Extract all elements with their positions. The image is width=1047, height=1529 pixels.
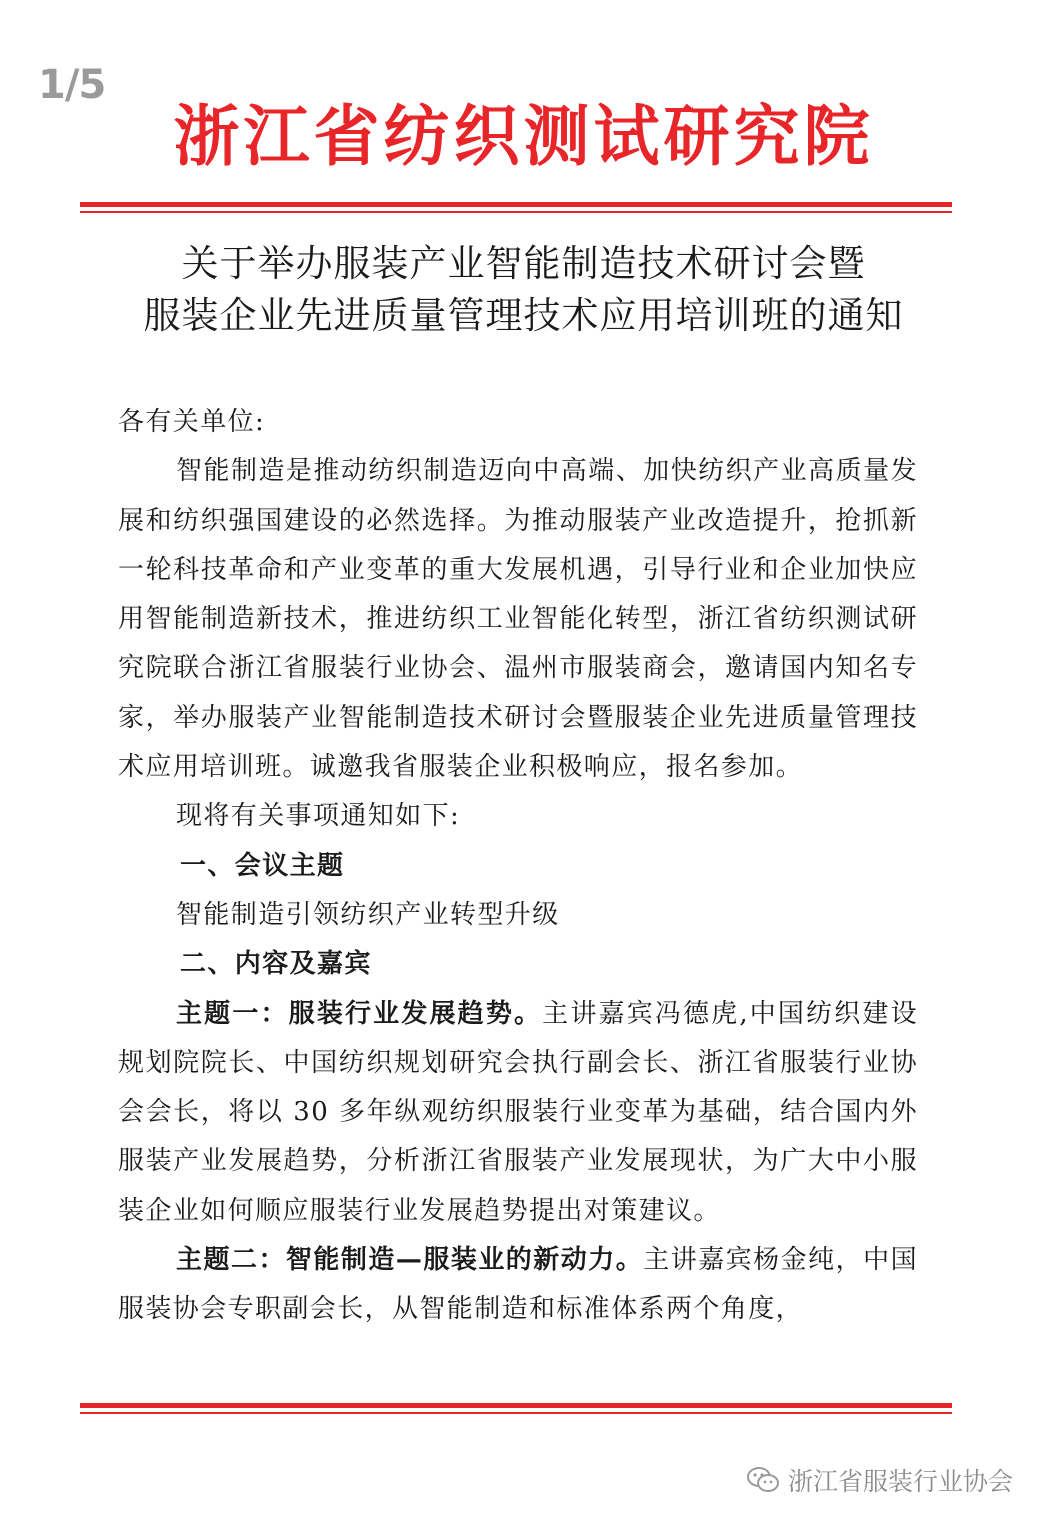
section-1-heading: 一、会议主题 <box>180 850 345 881</box>
topic-2-paragraph <box>118 1236 918 1335</box>
document-title-line-1: 关于举办服装产业智能制造技术研讨会暨 <box>181 242 866 285</box>
header-red-rule <box>80 202 952 213</box>
section-2-heading: 二、内容及嘉宾 <box>180 949 372 980</box>
topic-1-paragraph <box>118 990 918 1236</box>
document-body <box>118 398 918 1335</box>
page-indicator: 1/5 <box>38 62 106 108</box>
org-title: 浙江省纺织测试研究院 <box>173 98 874 175</box>
topic-1-title: 主题一：服装行业发展趋势。 <box>176 998 543 1029</box>
document-title-line-2: 服装企业先进质量管理技术应用培训班的通知 <box>143 294 904 337</box>
section-1-content: 智能制造引领纺织产业转型升级 <box>176 899 560 930</box>
wechat-icon <box>746 1465 780 1495</box>
topic-2-text: 主讲嘉宾杨金纯，中国服装协会专职副会长，从智能制造和标准体系两个角度， <box>118 1245 918 1325</box>
topic-2-title: 主题二：智能制造—服装业的新动力。 <box>176 1245 644 1276</box>
watermark <box>746 1462 1013 1498</box>
footer-red-rule <box>80 1403 952 1414</box>
intro-paragraph: 智能制造是推动纺织制造迈向中高端、加快纺织产业高质量发展和纺织强国建设的必然选择。为推动服装产业改造提升，抢抓新一轮科技革命和产业变革的重大发展机遇，引导行业和企业加快应用智能制造新技术，推进纺织工业智能化转型，浙江省纺织测试研究院联合浙江省服装行业协会、温州市服装商会，邀请国内知名专家，举办服装产业智能制造技术研讨会暨服装企业先进质量管理技术应用培训班。诚邀我省服装企业积极响应，报名参加。 <box>118 456 918 783</box>
salutation: 各有关单位: <box>118 407 266 437</box>
topic-1-text: 主讲嘉宾冯德虎,中国纺织建设规划院院长、中国纺织规划研究会执行副会长、浙江省服装行业协会会长，将以 30 多年纵观纺织服装行业变革为基础，结合国内外服装产业发展趋势，分析浙江省服装产业发展现状，为广大中小服装企业如何顺应服装行业发展趋势提出对策建议。 <box>118 998 918 1226</box>
notice-line: 现将有关事项通知如下: <box>176 801 461 832</box>
document-title <box>0 238 1047 342</box>
watermark-text: 浙江省服装行业协会 <box>787 1467 1013 1496</box>
